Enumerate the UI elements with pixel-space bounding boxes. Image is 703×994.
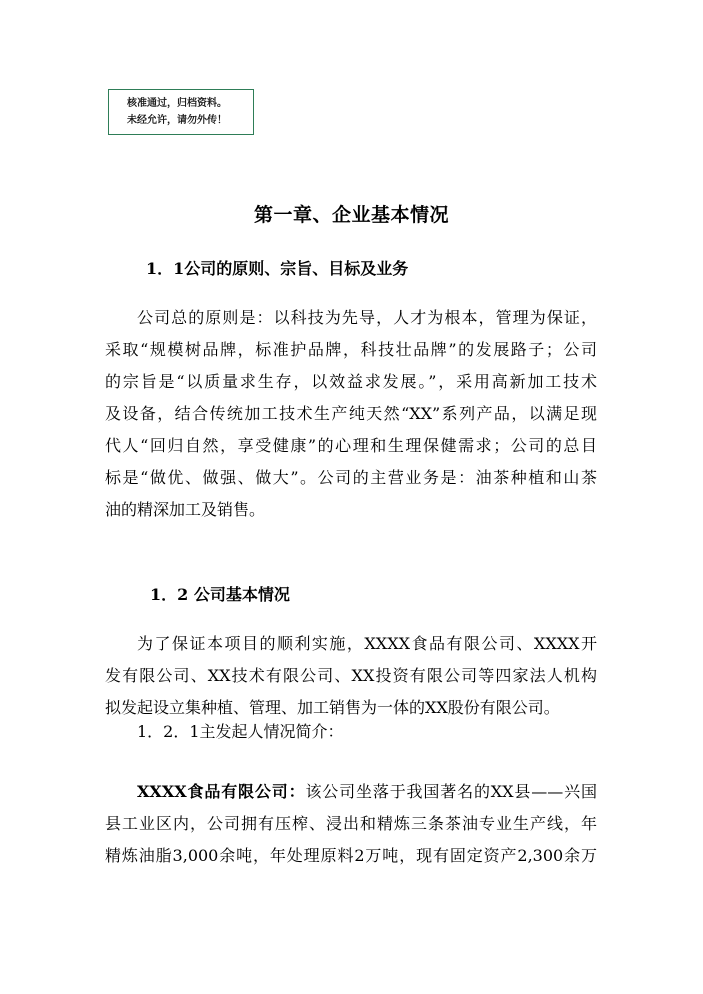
paragraph-line: 为了保证本项目的顺利实施，XXXX食品有限公司、XXXX开 bbox=[137, 634, 597, 653]
paragraph-line: 标是“做优、做强、做大”。公司的主营业务是：油茶种植和山茶 bbox=[105, 468, 597, 487]
paragraph-founder-intro bbox=[105, 776, 597, 872]
approval-stamp-box bbox=[108, 89, 254, 135]
paragraph-line: 油的精深加工及销售。 bbox=[105, 500, 266, 519]
paragraph-line: 代人“回归自然，享受健康”的心理和生理保健需求；公司的总目 bbox=[105, 436, 597, 455]
company-intro-text: 该公司坐落于我国著名的XX县——兴国 bbox=[305, 782, 597, 801]
paragraph-principles bbox=[105, 302, 597, 526]
company-name: XXXX食品有限公司： bbox=[137, 782, 306, 801]
paragraph-line: 采取“规模树品牌，标准护品牌，科技壮品牌”的发展路子；公司 bbox=[105, 340, 597, 359]
paragraph-line: 精炼油脂3,000余吨，年处理原料2万吨，现有固定资产2,300余万 bbox=[105, 846, 597, 865]
paragraph-line: 拟发起设立集种植、管理、加工销售为一体的XX股份有限公司。 bbox=[105, 698, 560, 717]
sub-heading-1-2-1: 1．2．1主发起人情况简介： bbox=[137, 722, 344, 741]
paragraph-line: 发有限公司、XX技术有限公司、XX投资有限公司等四家法人机构 bbox=[105, 666, 597, 685]
paragraph-line: 及设备，结合传统加工技术生产纯天然“XX”系列产品，以满足现 bbox=[105, 404, 597, 423]
section-heading-1-2: 1．2 公司基本情况 bbox=[150, 585, 290, 604]
stamp-line-2: 未经允许，请勿外传！ bbox=[127, 115, 227, 126]
section-heading-1-1: 1．1公司的原则、宗旨、目标及业务 bbox=[146, 259, 409, 278]
chapter-title: 第一章、企业基本情况 bbox=[253, 204, 449, 226]
paragraph-line: 县工业区内，公司拥有压榨、浸出和精炼三条茶油专业生产线，年 bbox=[105, 814, 597, 833]
paragraph-basic-info bbox=[105, 628, 597, 724]
stamp-line-1: 核准通过，归档资料。 bbox=[127, 98, 227, 109]
paragraph-line bbox=[105, 776, 597, 808]
paragraph-line: 公司总的原则是：以科技为先导，人才为根本，管理为保证， bbox=[137, 308, 597, 327]
paragraph-line: 的宗旨是“以质量求生存，以效益求发展。”，采用高新加工技术 bbox=[105, 372, 597, 391]
